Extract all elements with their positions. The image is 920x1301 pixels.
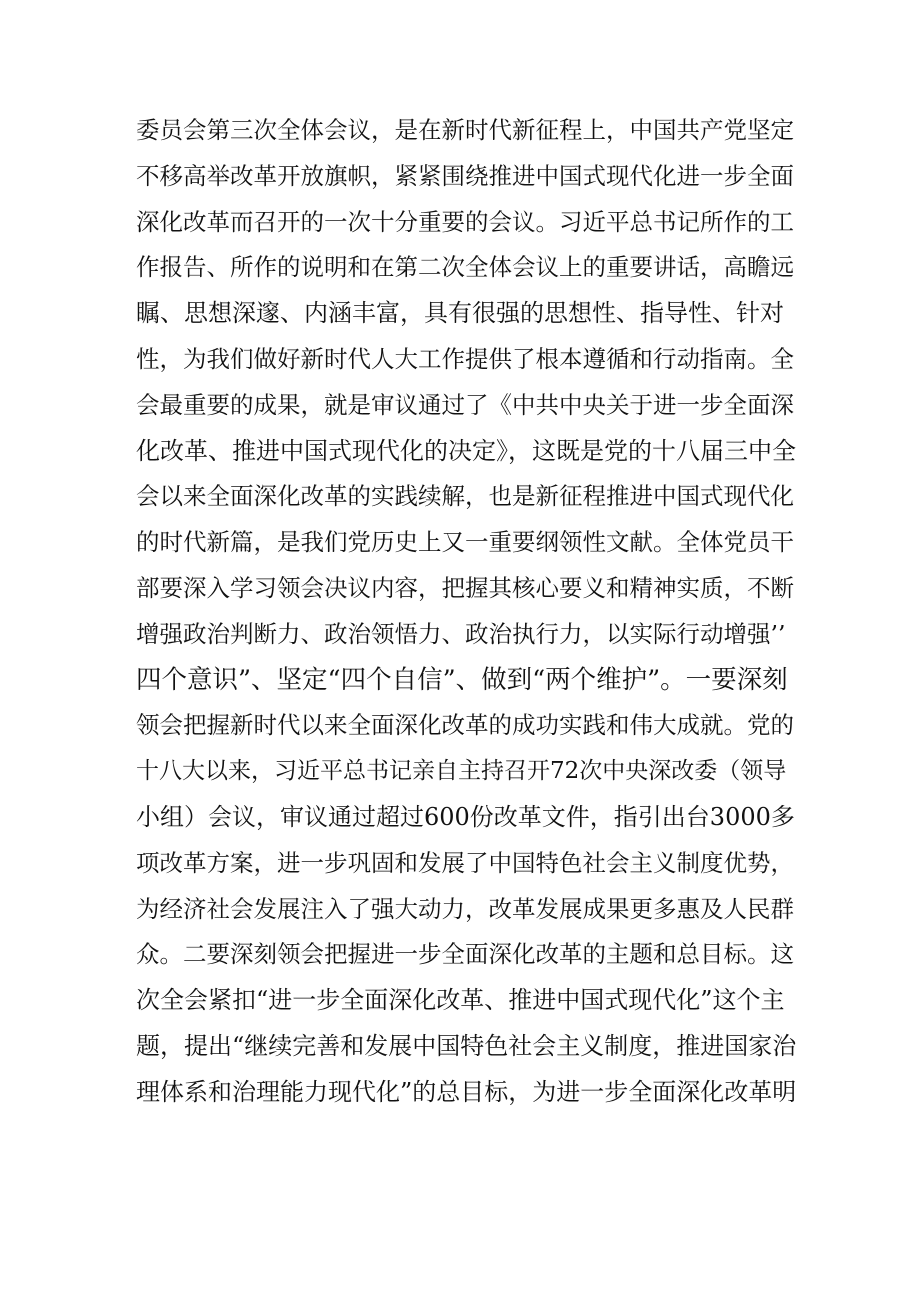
- text-line: 小组）会议，审议通过超过600份改革文件，指引出台3000多: [136, 802, 795, 831]
- text-line: 题，提出“继续完善和发展中国特色社会主义制度，推进国家治: [136, 1031, 797, 1060]
- text-line: 项改革方案，进一步巩固和发展了中国特色社会主义制度优势，: [136, 848, 794, 877]
- text-line: 会以来全面深化改革的实践续解，也是新征程推进中国式现代化: [136, 482, 794, 511]
- text-line: 性，为我们做好新时代人大工作提供了根本遵循和行动指南。全: [136, 344, 794, 373]
- text-line: 理体系和治理能力现代化”的总目标，为进一步全面深化改革明: [136, 1077, 797, 1106]
- text-line: 委员会第三次全体会议，是在新时代新征程上，中国共产党坚定: [136, 116, 794, 144]
- text-line: 的时代新篇，是我们党历史上又一重要纲领性文献。全体党员干: [136, 528, 794, 557]
- text-line: 会最重要的成果，就是审议通过了《中共中央关于进一步全面深: [136, 390, 794, 419]
- text-line: 四个意识”、坚定“四个自信”、做到“两个维护”。一要深刻: [136, 664, 788, 695]
- body-paragraph: [136, 108, 796, 1116]
- text-line: 领会把握新时代以来全面深化改革的成功实践和伟大成就。党的: [136, 711, 794, 740]
- text-line: 为经济社会发展注入了强大动力，改革发展成果更多惠及人民群: [136, 894, 794, 923]
- text-line: 不移高举改革开放旗帜，紧紧围绕推进中国式现代化进一步全面: [136, 161, 794, 190]
- text-line: 次全会紧扣“进一步全面深化改革、推进中国式现代化”这个主: [136, 986, 785, 1015]
- text-line: 十八大以来，习近平总书记亲自主持召开72次中央深改委（领导: [136, 758, 787, 785]
- text-line: 瞩、思想深邃、内涵丰富，具有很强的思想性、指导性、针对: [136, 299, 784, 328]
- text-line: 深化改革而召开的一次十分重要的会议。习近平总书记所作的工: [136, 207, 794, 236]
- text-line: 增强政治判断力、政治领悟力、政治执行力，以实际行动增强’’: [136, 619, 786, 648]
- text-line: 化改革、推进中国式现代化的决定》，这既是党的十八届三中全: [136, 436, 796, 465]
- text-line: 众。二要深刻领会把握进一步全面深化改革的主题和总目标。这: [136, 940, 794, 969]
- text-line: 作报告、所作的说明和在第二次全体会议上的重要讲话，高瞻远: [136, 253, 794, 282]
- text-line: 部要深入学习领会决议内容，把握其核心要义和精神实质，不断: [136, 573, 794, 602]
